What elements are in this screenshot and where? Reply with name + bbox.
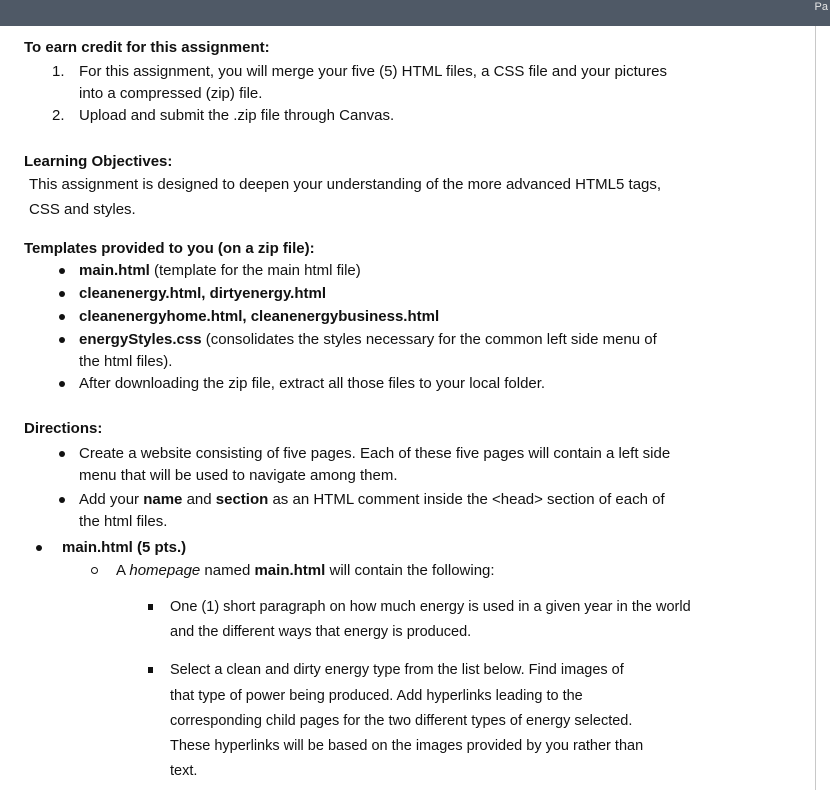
text-run: Add your xyxy=(79,491,144,508)
point-2-line-2: that type of power being produced. Add hyperlinks leading to the xyxy=(170,688,583,704)
page-edge-divider xyxy=(815,26,816,790)
template-file-note: (template for the main html file) xyxy=(149,262,361,279)
bold-name: name xyxy=(143,491,183,508)
template-item: cleanenergyhome.html, cleanenergybusiness.html xyxy=(79,308,440,325)
template-file-note: (consolidates the styles necessary for the common left side menu of xyxy=(201,331,657,348)
credit-item-1-line-1: For this assignment, you will merge your five (5) HTML files, a CSS file and your pictures xyxy=(79,63,667,80)
square-bullet-icon xyxy=(148,604,153,610)
templates-heading: Templates provided to you (on a zip file): xyxy=(24,240,315,257)
credit-item-2-line-1: Upload and submit the .zip file through Canvas. xyxy=(79,107,395,124)
bold-filename: main.html xyxy=(254,562,326,579)
template-item: After downloading the zip file, extract all those files to your local folder. xyxy=(79,375,546,392)
bold-section: section xyxy=(215,491,269,508)
main-html-heading: main.html (5 pts.) xyxy=(62,539,187,556)
list-number: 2. xyxy=(52,107,65,124)
italic-homepage: homepage xyxy=(129,562,201,579)
bullet-icon xyxy=(59,268,65,274)
point-1-line-1: One (1) short paragraph on how much energy is used in a given year in the world xyxy=(170,599,691,615)
directions-item-1-line-2: menu that will be used to navigate among them. xyxy=(79,467,398,484)
template-item xyxy=(79,261,361,281)
directions-item-2-line-2: the html files. xyxy=(79,513,168,530)
point-2-line-5: text. xyxy=(170,763,198,779)
template-file-name: energyStyles.css xyxy=(79,331,202,348)
objectives-line-1: This assignment is designed to deepen your understanding of the more advanced HTML5 tags, xyxy=(29,176,662,193)
credit-heading: To earn credit for this assignment: xyxy=(24,39,270,56)
template-item: cleanenergy.html, dirtyenergy.html xyxy=(79,285,327,302)
text-run: and xyxy=(182,491,216,508)
objectives-heading: Learning Objectives: xyxy=(24,153,173,170)
credit-item-1-line-2: into a compressed (zip) file. xyxy=(79,85,263,102)
window-header-bar xyxy=(0,0,830,26)
template-item-continuation: the html files). xyxy=(79,353,173,370)
text-run: A xyxy=(116,562,130,579)
bullet-icon xyxy=(59,314,65,320)
template-item xyxy=(79,330,657,350)
bullet-icon xyxy=(59,497,65,503)
bullet-icon xyxy=(59,337,65,343)
point-2-line-1: Select a clean and dirty energy type from the list below. Find images of xyxy=(170,662,624,678)
bullet-icon xyxy=(59,291,65,297)
page-indicator: Pa xyxy=(814,1,828,13)
square-bullet-icon xyxy=(148,667,153,673)
point-1-line-2: and the different ways that energy is produced. xyxy=(170,624,472,640)
directions-heading: Directions: xyxy=(24,420,103,437)
bullet-icon xyxy=(59,381,65,387)
text-run: as an HTML comment inside the <head> section of each of xyxy=(268,491,665,508)
objectives-line-2: CSS and styles. xyxy=(29,201,136,218)
list-number: 1. xyxy=(52,63,65,80)
hollow-bullet-icon xyxy=(91,567,98,574)
point-2-line-3: corresponding child pages for the two different types of energy selected. xyxy=(170,713,633,729)
template-file-name: main.html xyxy=(79,262,150,279)
text-run: named xyxy=(200,562,255,579)
main-html-subitem xyxy=(116,561,495,581)
directions-item-2-line-1 xyxy=(79,490,665,510)
directions-item-1-line-1: Create a website consisting of five pages. Each of these five pages will contain a left side xyxy=(79,445,671,462)
bullet-icon xyxy=(36,545,42,551)
text-run: will contain the following: xyxy=(325,562,495,579)
bullet-icon xyxy=(59,451,65,457)
point-2-line-4: These hyperlinks will be based on the images provided by you rather than xyxy=(170,738,644,754)
